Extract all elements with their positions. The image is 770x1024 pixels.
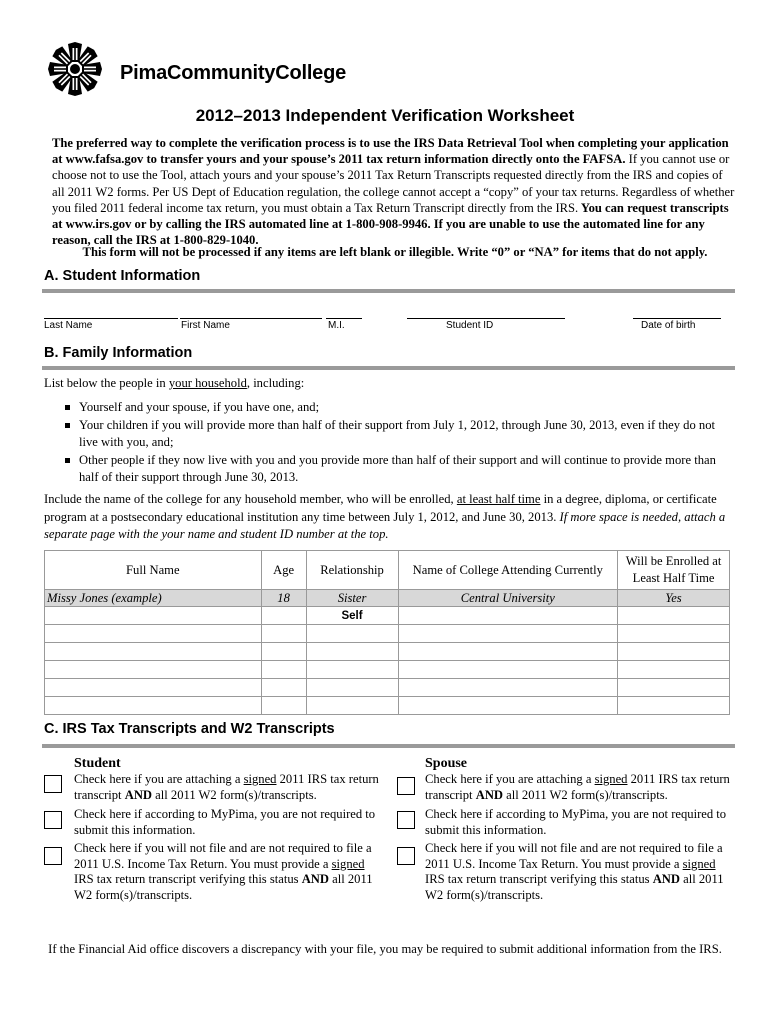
para-underlined: at least half time <box>456 492 541 506</box>
half-time-cell[interactable] <box>618 625 730 643</box>
name-cell[interactable] <box>45 661 262 679</box>
lead-underlined: your household <box>168 376 247 390</box>
header-relationship: Relationship <box>306 551 398 590</box>
example-name: Missy Jones (example) <box>45 590 262 607</box>
student-not-required-checkbox[interactable] <box>44 811 62 829</box>
list-item-text: Your children if you will provide more than half of their support from July 1, 2012, through June 30, 2013, even if they do not live with you, and; <box>79 417 716 449</box>
mi-line[interactable] <box>326 318 362 319</box>
half-time-cell[interactable] <box>618 607 730 625</box>
section-c-heading: C. IRS Tax Transcripts and W2 Transcripts <box>44 721 335 737</box>
table-row <box>45 697 730 715</box>
example-college: Central University <box>398 590 618 607</box>
lead-after: , including: <box>246 376 305 390</box>
spouse-not-required-text: Check here if according to MyPima, you are not required to submit this information. <box>425 807 727 837</box>
student-not-filing-checkbox[interactable] <box>44 847 62 865</box>
intro-paragraph <box>52 135 738 248</box>
intro-bold-end: You can request transcripts at www.irs.gov or by calling the IRS automated line at 1-800-908-9946. If you are unable to use the automated line for any reason, call the IRS at 1-800-829-1040. <box>52 200 729 248</box>
household-list <box>63 399 728 487</box>
student-attach-checkbox[interactable] <box>44 775 62 793</box>
half-time-cell[interactable] <box>618 679 730 697</box>
bullet-icon <box>65 458 70 463</box>
spouse-not-filing-text: Check here if you will not file and are not required to file a 2011 U.S. Income Tax Return. You must provide a signed IRS tax return transcript verifying this status AND all 2011 W2 form(s)/transcripts. <box>425 841 724 902</box>
college-cell[interactable] <box>398 661 618 679</box>
self-label: Self <box>306 607 398 625</box>
table-row <box>45 661 730 679</box>
name-cell[interactable] <box>45 607 262 625</box>
first-name-label: First Name <box>181 320 230 331</box>
spouse-attach-text: Check here if you are attaching a signed 2011 IRS tax return transcript AND all 2011 W2 form(s)/transcripts. <box>425 772 730 802</box>
table-row <box>45 679 730 697</box>
student-not-required-text: Check here if according to MyPima, you are not required to submit this information. <box>74 807 376 837</box>
college-logo <box>46 40 104 98</box>
list-item-text: Yourself and your spouse, if you have one, and; <box>79 400 320 414</box>
section-a-heading: A. Student Information <box>44 268 201 284</box>
spouse-subheading: Spouse <box>425 756 468 771</box>
relationship-cell[interactable] <box>306 625 398 643</box>
list-item <box>63 417 728 452</box>
college-cell[interactable] <box>398 697 618 715</box>
age-cell[interactable] <box>261 679 306 697</box>
header-age: Age <box>261 551 306 590</box>
relationship-cell[interactable] <box>306 679 398 697</box>
half-time-cell[interactable] <box>618 643 730 661</box>
age-cell[interactable] <box>261 625 306 643</box>
name-cell[interactable] <box>45 679 262 697</box>
student-id-label: Student ID <box>446 320 494 331</box>
enrollment-paragraph <box>44 491 734 544</box>
age-cell[interactable] <box>261 643 306 661</box>
para-text: Include the name of the college for any household member, who will be enrolled, <box>44 492 457 506</box>
lead-text: List below the people in <box>44 376 169 390</box>
dob-label: Date of birth <box>641 320 696 331</box>
section-c-divider <box>42 744 735 748</box>
last-name-label: Last Name <box>44 320 93 331</box>
document-title: 2012–2013 Independent Verification Worksheet <box>195 106 575 125</box>
list-item <box>63 399 728 417</box>
age-cell[interactable] <box>261 697 306 715</box>
spouse-not-filing-checkbox[interactable] <box>397 847 415 865</box>
college-cell[interactable] <box>398 607 618 625</box>
list-item <box>63 452 728 487</box>
spouse-not-required-checkbox[interactable] <box>397 811 415 829</box>
header-half-time: Will be Enrolled at Least Half Time <box>618 551 730 590</box>
relationship-cell[interactable] <box>306 697 398 715</box>
intro-bold: The preferred way to complete the verification process is to use the IRS Data Retrieval Tool when completing your application at www.fafsa.gov to transfer yours and your spouse’s 2011 tax return information directly onto the FAFSA. <box>52 136 729 167</box>
age-cell[interactable] <box>261 607 306 625</box>
section-a-divider <box>42 289 735 293</box>
example-row <box>45 590 730 607</box>
para-italic: If more space is needed, attach a separate page with the your name and student ID number at the top. <box>44 509 726 541</box>
bullet-icon <box>65 423 70 428</box>
student-not-filing-text: Check here if you will not file and are not required to file a 2011 U.S. Income Tax Return. You must provide a signed IRS tax return transcript verifying this status AND all 2011 W2 form(s)/transcripts. <box>74 841 373 902</box>
family-table <box>44 550 730 715</box>
name-cell[interactable] <box>45 643 262 661</box>
example-half-time: Yes <box>618 590 730 607</box>
intro-normal: If you cannot use or choose not to use the Tool, attach yours and your spouse’s 2011 Tax Return Transcripts requested directly from the IRS and copies of all 2011 W2 forms. Per US Dept of Education regulation, the college cannot accept a “copy” of your tax returns. Regardless of whether you filed 2011 federal income tax return, you must obtain a Tax Return Transcript directly from the IRS. <box>52 152 735 215</box>
header-college: Name of College Attending Currently <box>398 551 618 590</box>
student-subheading: Student <box>74 756 121 771</box>
relationship-cell[interactable] <box>306 661 398 679</box>
para-middle: in a degree, diploma, or certificate program at a postsecondary educational institution any time between July 1, 2012, and June 30, 2013. <box>44 492 717 524</box>
college-name: PimaCommunityCollege <box>120 62 347 84</box>
college-cell[interactable] <box>398 625 618 643</box>
age-cell[interactable] <box>261 661 306 679</box>
student-attach-text: Check here if you are attaching a signed 2011 IRS tax return transcript AND all 2011 W2 form(s)/transcripts. <box>74 772 379 802</box>
processing-notice: This form will not be processed if any items are left blank or illegible. Write “0” or “NA” for items that do not apply. <box>82 245 708 259</box>
header-full-name: Full Name <box>45 551 262 590</box>
relationship-cell[interactable] <box>306 643 398 661</box>
example-relationship: Sister <box>306 590 398 607</box>
college-cell[interactable] <box>398 679 618 697</box>
example-age: 18 <box>261 590 306 607</box>
household-lead <box>44 375 304 393</box>
half-time-cell[interactable] <box>618 661 730 679</box>
dob-line[interactable] <box>633 318 721 319</box>
list-item-text: Other people if they now live with you and you provide more than half of their support and will continue to provide more than half of their support through June 30, 2013. <box>79 452 716 484</box>
first-name-line[interactable] <box>180 318 322 319</box>
spouse-attach-checkbox[interactable] <box>397 777 415 795</box>
section-b-divider <box>42 366 735 370</box>
section-b-heading: B. Family Information <box>44 345 193 361</box>
table-row <box>45 607 730 625</box>
last-name-line[interactable] <box>44 318 178 319</box>
college-cell[interactable] <box>398 643 618 661</box>
footer-note: If the Financial Aid office discovers a discrepancy with your file, you may be required to submit additional information from the IRS. <box>48 942 722 956</box>
name-cell[interactable] <box>45 697 262 715</box>
half-time-cell[interactable] <box>618 697 730 715</box>
table-row <box>45 625 730 643</box>
table-header-row <box>45 551 730 590</box>
table-row <box>45 643 730 661</box>
student-id-line[interactable] <box>407 318 565 319</box>
mi-label: M.I. <box>328 320 345 331</box>
name-cell[interactable] <box>45 625 262 643</box>
bullet-icon <box>65 405 70 410</box>
